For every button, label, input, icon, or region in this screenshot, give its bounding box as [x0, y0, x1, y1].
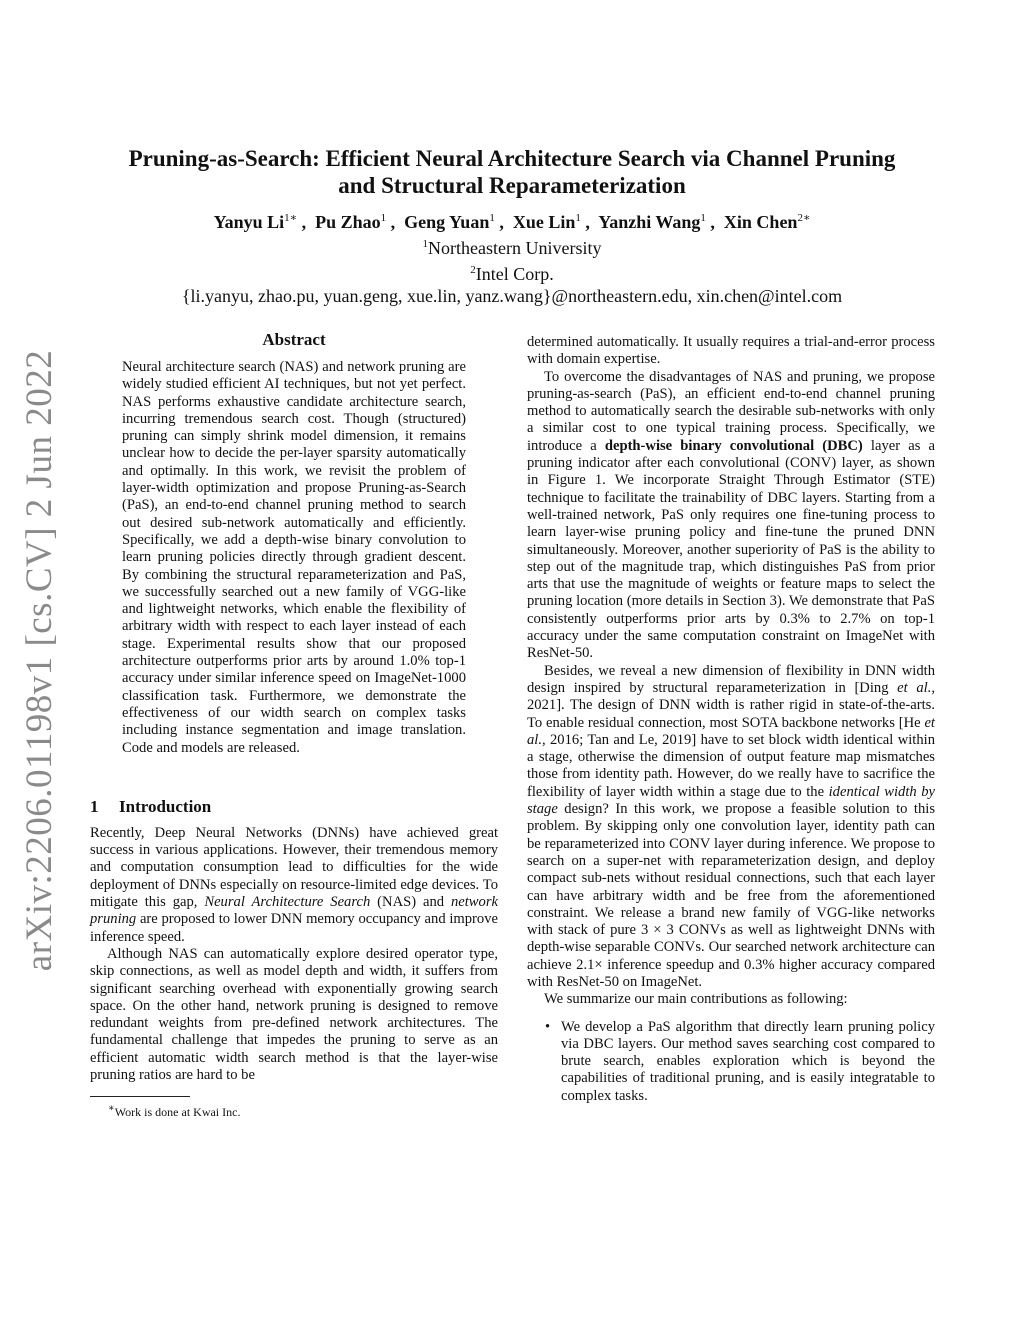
text-run: layer as a pruning indicator after each convolutional (CONV) layer, as shown in Figure 1. We incorporate Straight Through Estimator (STE) technique to facilitate the trainability of DBC layers. Starting from a well-trained network, PaS only requires one fine-tuning process to learn layer-wise pruning policy and fine-tune the pruned DNN simultaneously. Moreover, another superiority of PaS is the ability to step out of the magnitude trap, which distinguishes PaS from prior arts that use the magnitude of weights or feature maps to select the pruning location (more details in Section 3). We demonstrate that PaS consistently outperforms prior arts by 0.3% to 2.7% on top-1 accuracy under the same computation constraint on ImageNet with ResNet-50.	[527, 437, 936, 662]
author-name: Geng Yuan	[404, 212, 490, 232]
paper-header	[80, 145, 944, 307]
footnote-content: Work is done at Kwai Inc.	[114, 1105, 241, 1120]
intro-paragraph-4	[527, 663, 935, 992]
contributions-list	[527, 1019, 935, 1105]
bullet-icon: •	[545, 1018, 551, 1035]
intro-paragraph-2: Although NAS can automatically explore desired operator type, skip connections, as well as model depth and width, it suffers from significant searching overhead with exponentially growing search space. On the other hand, network pruning is designed to remove redundant weights from pre-defined network architectures. The fundamental challenge that impedes the pruning to serve as an efficient automatic width search method is that the layer-wise pruning ratios are hard to be	[90, 945, 498, 1083]
author-affil-mark: 1	[380, 212, 387, 224]
author-emails: {li.yanyu, zhao.pu, yuan.geng, xue.lin, yanz.wang}@northeastern.edu, xin.chen@intel.com	[181, 286, 843, 306]
list-item	[527, 1019, 935, 1105]
arxiv-stamp	[18, 349, 62, 971]
arxiv-stamp-text: arXiv:2206.01198v1 [cs.CV] 2 Jun 2022	[19, 349, 61, 971]
section-number: 1	[90, 796, 99, 816]
text-run: Besides, we reveal a new dimension of flexibility in DNN width design inspired by structural reparameterization in [Ding	[527, 662, 935, 696]
citation-etal: et al.	[897, 679, 932, 696]
title-line-1: Pruning-as-Search: Efficient Neural Architecture Search via Channel Pruning	[128, 146, 896, 171]
text-run: , 2021]. The design of DNN width is rather rigid in state-of-the-arts. To enable residual connection, most SOTA backbone networks [He	[527, 679, 935, 731]
footnote	[90, 1096, 498, 1120]
author-affil-mark: 1	[575, 212, 581, 224]
author-affil-mark: 1∗	[284, 212, 298, 224]
list-item-text: We develop a PaS algorithm that directly learn pruning policy via DBC layers. Our method saves searching cost compared to brute search, enables exploration which is beyond the capabilities of traditional pruning, and is easily integratable to complex tasks.	[561, 1018, 935, 1104]
intro-paragraph-5: We summarize our main contributions as following:	[544, 991, 848, 1008]
affiliation-name: Intel Corp.	[475, 264, 554, 284]
author-affil-mark: 2∗	[797, 212, 811, 224]
author-name: Xin Chen	[723, 212, 798, 232]
author-name: Yanyu Li	[213, 212, 285, 232]
abstract-text: Neural architecture search (NAS) and network pruning are widely studied efficient AI techniques, but not yet perfect. NAS performs exhaustive candidate architecture search, incurring tremendous search cost. Though (structured) pruning can simply shrink model dimension, it remains unclear how to decide the per-layer sparsity automatically and optimally. In this work, we revisit the problem of layer-width optimization and propose Pruning-as-Search (PaS), an end-to-end channel pruning method to search out desired sub-network automatically and efficiently. Specifically, we add a depth-wise binary convolution to learn pruning policies directly through gradient descent. By combining the structural reparameterization and PaS, we successfully searched out a new family of VGG-like and lightweight networks, which enable the flexibility of arbitrary width with respect to each layer instead of each stage. Experimental results show that our proposed architecture outperforms prior arts by around 1.0% top-1 accuracy under similar inference speed on ImageNet-1000 classification task. Furthermore, we demonstrate the effectiveness of our width search on complex tasks including instance segmentation and image translation. Code and models are released.	[122, 359, 466, 756]
author-affil-mark: 1	[700, 212, 706, 224]
left-column	[90, 330, 498, 1120]
text-run: , 2016; Tan and Le, 2019] have to set block width identical within a stage, otherwise the dimension of output feature map mismatches those from identity path. However, do we really have to sacrifice the flexibility of layer width within a stage due to the	[527, 731, 935, 800]
text-run: are proposed to lower DNN memory occupancy and improve inference speed.	[90, 911, 498, 945]
text-run: To overcome the disadvantages of NAS and pruning, we propose pruning-as-search (PaS), an efficient end-to-end channel pruning method to automatically search the desirable sub-networks with only a similar cost to one typical training process. Specifically, we introduce a	[527, 368, 935, 454]
affiliation	[80, 259, 944, 285]
affiliation-mark: 1	[422, 238, 429, 250]
section-heading	[90, 797, 498, 817]
footnote-mark: ∗	[108, 1103, 115, 1115]
right-column	[527, 334, 935, 1105]
intro-paragraph-1	[90, 825, 498, 946]
text-run: (NAS) and	[370, 894, 451, 911]
author-name: Pu Zhao	[315, 212, 381, 232]
title-line-2: and Structural Reparameterization	[338, 173, 686, 198]
author-name: Xue Lin	[512, 212, 576, 232]
emphasis: Neural Architecture Search	[204, 894, 371, 911]
affiliation	[80, 233, 944, 259]
text-run: design? In this work, we propose a feasible solution to this problem. By skipping only one convolution layer, identity path can be reparameterized into CONV layer during inference. We propose to search on a super-net with reparameterization design, and deploy compact sub-nets without residual connections, such that each layer can have arbitrary width and be free from the aforementioned constraint. We release a brand new family of VGG-like networks with stack of pure 3 × 3 CONVs as well as lightweight DNNs with depth-wise separable CONVs. Our searched network architecture can achieve 2.1× inference speedup and 0.3% higher accuracy compared with ResNet-50 on ImageNet.	[527, 801, 935, 990]
author-list: Yanyu $Li^{1∗}$ , Pu Zhao$^1$ , Geng Yuan$^1$ , Xue Lin$^1$ , Yanzhi Wang$^1$ , Xin Chen$^{2∗}$	[213, 212, 811, 232]
section-title: Introduction	[119, 796, 212, 816]
affiliation-name: Northeastern University	[428, 238, 602, 258]
emphasis: identical width by stage	[527, 783, 935, 818]
affiliation-mark: 2	[470, 264, 476, 276]
footnote-rule	[90, 1096, 190, 1097]
abstract-heading: Abstract	[262, 330, 326, 349]
intro-paragraph-3	[527, 369, 935, 663]
author-affil-mark: 1	[489, 212, 495, 224]
intro-paragraph-2-continued: determined automatically. It usually requires a trial-and-error process with domain expertise.	[527, 334, 935, 368]
footnote-text	[90, 1101, 498, 1120]
bold-term: depth-wise binary convolutional (DBC)	[604, 437, 863, 454]
paper-title	[80, 145, 944, 199]
text-run: Recently, Deep Neural Networks (DNNs) have achieved great success in various applications. However, their tremendous memory and computation consumption lead to difficulties for the wide deployment of DNNs especially on resource-limited edge devices. To mitigate this gap,	[90, 824, 498, 911]
emphasis: network pruning	[90, 894, 498, 928]
citation-etal: et al.	[527, 714, 935, 748]
author-name: Yanzhi Wang	[598, 212, 701, 232]
